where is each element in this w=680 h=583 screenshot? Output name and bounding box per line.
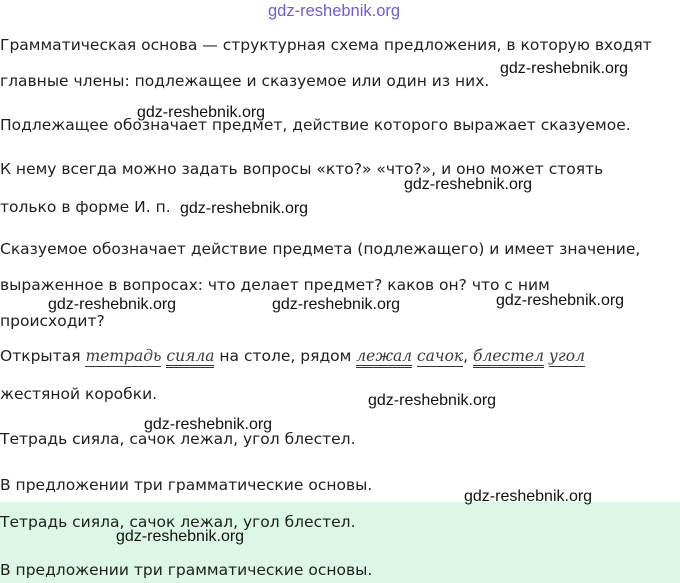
example-sentence-end: жестяной коробки. [0,385,158,403]
watermark: gdz-reshebnik.org [180,200,309,217]
watermark: gdz-reshebnik.org [48,296,177,313]
predicate-word: блестел [473,347,544,368]
sentence-word: Открытая [0,347,81,365]
sentence-comma: , [463,347,469,365]
theory-text: главные члены: подлежащее и сказуемое или один из них. [0,72,490,90]
predicate-word: сияла [166,347,214,368]
theory-text: К нему всегда можно задать вопросы «кто?» «что?», и оно может стоять [0,160,604,178]
example-sentence [0,347,585,365]
theory-text: Сказуемое обозначает действие предмета (подлежащего) и имеет значение, [0,240,641,258]
theory-text: выраженное в вопросах: что делает предмет? каков он? что с ним [0,276,550,294]
watermark: gdz-reshebnik.org [404,176,533,193]
watermark: gdz-reshebnik.org [116,528,245,545]
watermark: gdz-reshebnik.org [368,392,497,409]
theory-text: только в форме И. п. [0,198,171,216]
predicate-word: лежал [356,347,412,368]
subject-word: угол [548,347,585,365]
watermark: gdz-reshebnik.org [496,292,625,309]
conclusion-line: В предложении три грамматические основы. [0,476,373,494]
watermark: gdz-reshebnik.org [137,104,266,121]
bases-line: Тетрадь сияла, сачок лежал, угол блестел. [0,430,356,448]
subject-word: тетрадь [85,347,162,365]
watermark: gdz-reshebnik.org [272,296,401,313]
answer-line: Тетрадь сияла, сачок лежал, угол блестел. [0,513,356,531]
sentence-word: на столе, рядом [219,347,352,365]
watermark: gdz-reshebnik.org [464,488,593,505]
watermark: gdz-reshebnik.org [144,416,273,433]
theory-text: происходит? [0,312,105,330]
subject-word: сачок [417,347,464,365]
watermark: gdz-reshebnik.org [500,60,629,77]
theory-text: Грамматическая основа — структурная схема предложения, в которую входят [0,36,652,54]
answer-line: В предложении три грамматические основы. [0,561,373,579]
theory-text: Подлежащее обозначает предмет, действие которого выражает сказуемое. [0,116,631,134]
watermark: gdz-reshebnik.org [268,2,401,20]
